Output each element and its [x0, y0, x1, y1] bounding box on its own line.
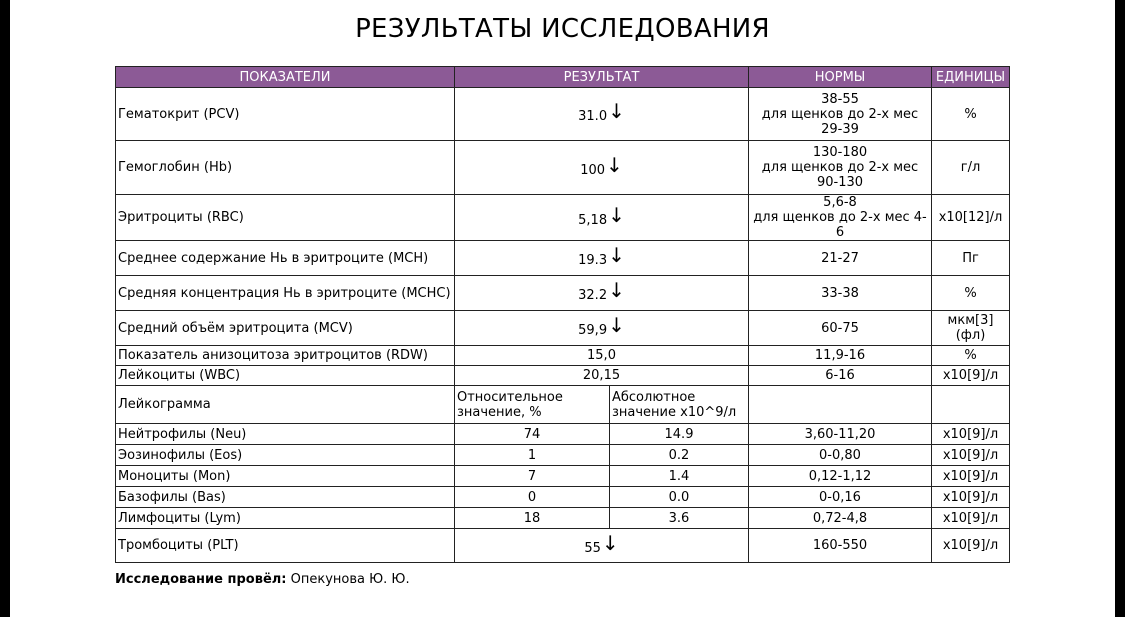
norm-cell [749, 88, 932, 141]
down-arrow-icon: ↓ [608, 202, 625, 227]
norm-cell: 3,60-11,20 [749, 424, 932, 445]
table-row [116, 346, 1010, 366]
norm-cell: 160-550 [749, 529, 932, 563]
leukogram-row [116, 466, 1010, 487]
unit-cell: x10[9]/л [932, 487, 1010, 508]
table-row [116, 241, 1010, 276]
result-cell [455, 88, 749, 141]
absolute-value: 0.2 [610, 445, 749, 466]
indicator-name: Показатель анизоцитоза эритроцитов (RDW) [116, 346, 455, 366]
unit-cell: % [932, 346, 1010, 366]
absolute-value: 1.4 [610, 466, 749, 487]
indicator-name: Гемоглобин (Hb) [116, 141, 455, 195]
unit-cell: x10[9]/л [932, 366, 1010, 386]
result-value: 5,18 [578, 212, 608, 228]
leukogram-row [116, 424, 1010, 445]
relative-value: 1 [455, 445, 610, 466]
absolute-value: 0.0 [610, 487, 749, 508]
norm-cell [749, 195, 932, 241]
indicator-name: Лейкоциты (WBC) [116, 366, 455, 386]
table-row [116, 529, 1010, 563]
result-cell [455, 141, 749, 195]
footer-label: Исследование провёл: [115, 572, 287, 587]
cell-type-name: Базофилы (Bas) [116, 487, 455, 508]
norm-cell: 21-27 [749, 241, 932, 276]
norm-cell: 11,9-16 [749, 346, 932, 366]
norm-range-puppy: 90-130 [816, 175, 864, 190]
result-value: 55 [584, 540, 601, 556]
indicator-name: Гематокрит (PCV) [116, 88, 455, 141]
norm-note: для щенков до 2-х мес 4-6 [753, 210, 927, 240]
result-value: 15,0 [455, 346, 749, 366]
result-value: 59,9 [578, 323, 608, 338]
examiner-name: Опекунова Ю. Ю. [290, 572, 410, 587]
norm-note: для щенков до 2-х мес [761, 106, 919, 122]
indicator-name: Среднее содержание Нь в эритроците (МСН) [116, 241, 455, 276]
indicator-name: Эритроциты (RBC) [116, 195, 455, 241]
unit-cell: x10[9]/л [932, 424, 1010, 445]
table-row [116, 141, 1010, 195]
norm-range: 130-180 [812, 145, 868, 160]
result-cell [455, 311, 749, 346]
absolute-value-header: Абсолютное значение x10^9/л [610, 386, 749, 424]
norm-range: 5,6-8 [823, 195, 857, 210]
results-table [115, 66, 1010, 563]
cell-type-name: Нейтрофилы (Neu) [116, 424, 455, 445]
norm-range-puppy: 29-39 [821, 121, 859, 137]
leukogram-row [116, 508, 1010, 529]
norm-range: 38-55 [821, 91, 859, 107]
relative-value-header: Относительное значение, % [455, 386, 610, 424]
indicator-name: Средний объём эритроцита (MCV) [116, 311, 455, 346]
result-cell [455, 195, 749, 241]
unit-cell: x10[9]/л [932, 445, 1010, 466]
indicator-name: Средняя концентрация Нь в эритроците (MCHC) [116, 276, 455, 311]
down-arrow-icon: ↓ [608, 278, 625, 302]
header-indicators: ПОКАЗАТЕЛИ [116, 67, 455, 88]
norm-cell: 0-0,80 [749, 445, 932, 466]
unit-cell: x10[9]/л [932, 508, 1010, 529]
leukogram-row [116, 445, 1010, 466]
relative-value: 74 [455, 424, 610, 445]
norm-note: для щенков до 2-х мес [761, 160, 919, 175]
norm-cell: 0-0,16 [749, 487, 932, 508]
page-title: РЕЗУЛЬТАТЫ ИССЛЕДОВАНИЯ [355, 14, 770, 44]
header-units: ЕДИНИЦЫ [932, 67, 1010, 88]
unit-cell: мкм[3](фл) [932, 311, 1010, 346]
table-row [116, 88, 1010, 141]
table-row [116, 366, 1010, 386]
unit-cell: x10[9]/л [932, 529, 1010, 563]
indicator-name: Тромбоциты (PLT) [116, 529, 455, 563]
down-arrow-icon: ↓ [601, 530, 619, 555]
down-arrow-icon: ↓ [608, 243, 625, 267]
result-cell [455, 241, 749, 276]
unit-cell: % [932, 88, 1010, 141]
result-cell [455, 276, 749, 311]
unit-cell: Пг [932, 241, 1010, 276]
header-result: РЕЗУЛЬТАТ [455, 67, 749, 88]
result-value: 20,15 [455, 366, 749, 386]
empty-unit-cell [932, 386, 1010, 424]
result-value: 19.3 [578, 253, 608, 268]
cell-type-name: Эозинофилы (Eos) [116, 445, 455, 466]
table-row [116, 276, 1010, 311]
cell-type-name: Моноциты (Mon) [116, 466, 455, 487]
absolute-value: 14.9 [610, 424, 749, 445]
leukogram-row [116, 487, 1010, 508]
norm-cell: 0,12-1,12 [749, 466, 932, 487]
norm-cell [749, 141, 932, 195]
down-arrow-icon: ↓ [606, 152, 623, 177]
table-row [116, 195, 1010, 241]
empty-norm-cell [749, 386, 932, 424]
table-row [116, 311, 1010, 346]
unit-cell: % [932, 276, 1010, 311]
result-value: 32.2 [578, 288, 608, 303]
down-arrow-icon: ↓ [608, 313, 625, 337]
unit-cell: x10[9]/л [932, 466, 1010, 487]
unit-cell: x10[12]/л [932, 195, 1010, 241]
norm-cell: 0,72-4,8 [749, 508, 932, 529]
relative-value: 7 [455, 466, 610, 487]
result-value: 31.0 [578, 109, 608, 124]
norm-cell: 33-38 [749, 276, 932, 311]
table-header-row [116, 67, 1010, 88]
absolute-value: 3.6 [610, 508, 749, 529]
leukogram-header-row [116, 386, 1010, 424]
relative-value: 18 [455, 508, 610, 529]
relative-value: 0 [455, 487, 610, 508]
down-arrow-icon: ↓ [608, 99, 625, 123]
norm-cell: 6-16 [749, 366, 932, 386]
result-cell [455, 529, 749, 563]
norm-cell: 60-75 [749, 311, 932, 346]
unit-cell: г/л [932, 141, 1010, 195]
footer [115, 572, 410, 587]
header-norms: НОРМЫ [749, 67, 932, 88]
cell-type-name: Лимфоциты (Lym) [116, 508, 455, 529]
leukogram-label: Лейкограмма [116, 386, 455, 424]
result-value: 100 [580, 162, 606, 178]
